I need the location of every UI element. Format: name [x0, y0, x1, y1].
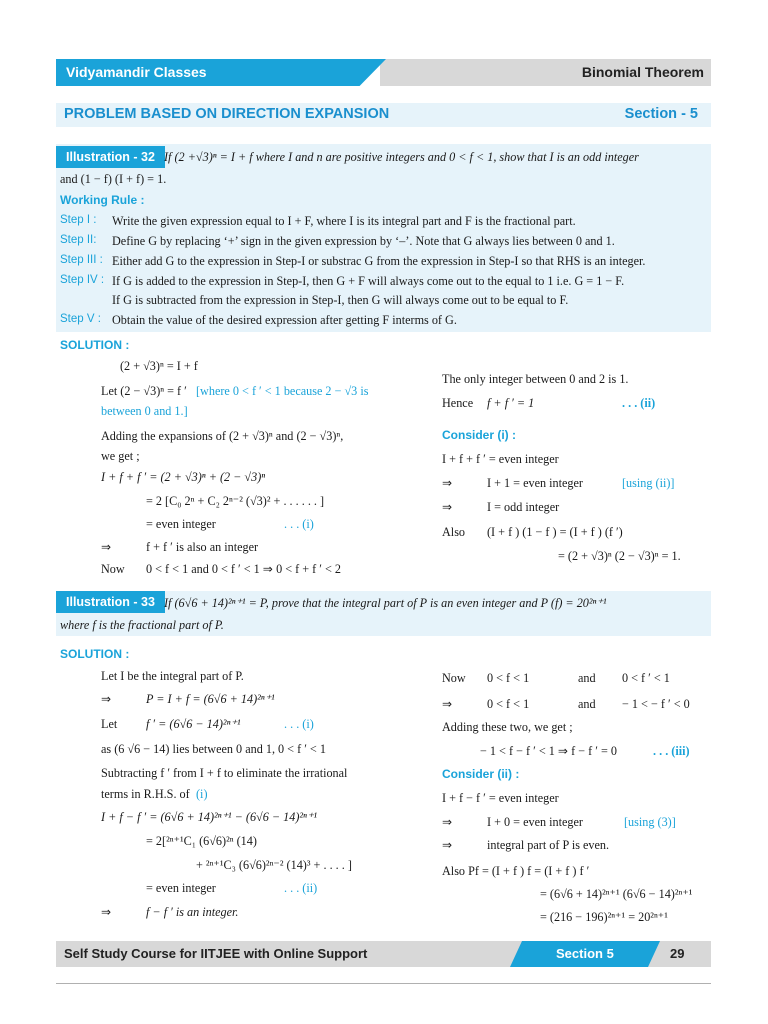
math-line: Hence: [442, 396, 474, 410]
math-note: between 0 and 1.]: [101, 404, 188, 418]
math-line: = even integer: [146, 517, 216, 531]
math-note: [where 0 < f ′ < 1 because 2 − √3 is: [196, 384, 369, 398]
math-line: Also: [442, 525, 466, 539]
math-line: I = odd integer: [487, 500, 560, 514]
math-line: f ′ = (6√6 − 14)²ⁿ⁺¹: [146, 717, 241, 731]
math-line: Adding these two, we get ;: [442, 720, 573, 734]
math-line: = 2 [C₀ 2ⁿ + C₂ 2ⁿ⁻² (√3)² + . . . . . . ]: [146, 494, 325, 508]
step-text: Define G by replacing ‘+’ sign in the given expression by ‘–’. Note that G always lies between 0 and 1.: [112, 234, 615, 248]
math-line: 0 < f < 1 and 0 < f ′ < 1 ⇒ 0 < f + f ′ < 2: [146, 562, 341, 576]
equation-tag: . . . (ii): [622, 396, 656, 410]
footer-section: Section 5: [556, 946, 614, 961]
implies-symbol: ⇒: [101, 540, 112, 554]
math-line: integral part of P is even.: [487, 838, 610, 852]
implies-symbol: ⇒: [101, 905, 112, 919]
consider-label: Consider (i) :: [442, 428, 516, 442]
footer-course: Self Study Course for IITJEE with Online Support: [64, 946, 368, 961]
math-line: − 1 < − f ′ < 0: [622, 697, 690, 711]
implies-symbol: ⇒: [442, 697, 453, 711]
illustration-33-tag: Illustration - 33: [56, 591, 165, 613]
math-line: P = I + f = (6√6 + 14)²ⁿ⁺¹: [146, 692, 275, 706]
section-title: PROBLEM BASED ON DIRECTION EXPANSION: [64, 106, 390, 122]
implies-symbol: ⇒: [442, 815, 453, 829]
footer-rule: [56, 983, 711, 984]
math-line: and: [578, 671, 596, 685]
step-label: Step IV :: [60, 274, 105, 286]
math-line: f + f ′ = 1: [487, 396, 535, 410]
equation-ref: (i): [196, 787, 208, 801]
math-line: f + f ′ is also an integer: [146, 540, 259, 554]
step-label: Step III :: [60, 254, 103, 266]
equation-tag: . . . (i): [284, 517, 314, 531]
math-line: The only integer between 0 and 2 is 1.: [442, 372, 629, 386]
math-line: f − f ′ is an integer.: [146, 905, 239, 919]
math-line: I + 0 = even integer: [487, 815, 583, 829]
implies-symbol: ⇒: [442, 476, 453, 490]
consider-label: Consider (ii) :: [442, 767, 520, 781]
math-line: I + f + f ′ = even integer: [442, 452, 559, 466]
step-label: Step I :: [60, 214, 97, 226]
illustration-33-question: If (6√6 + 14)²ⁿ⁺¹ = P, prove that the integral part of P is an even integer and P (f) = 20²ⁿ⁺¹: [164, 596, 607, 610]
math-line: I + f − f ′ = even integer: [442, 791, 559, 805]
math-line: Subtracting f ′ from I + f to eliminate the irrational: [101, 766, 348, 780]
step-text: Obtain the value of the desired expression after getting F interms of G.: [112, 313, 457, 327]
institute-name: Vidyamandir Classes: [66, 64, 207, 80]
math-line: Also Pf = (I + f ) f = (I + f ) f ′: [442, 864, 590, 878]
illustration-32-question: If (2 +√3)ⁿ = I + f where I and n are positive integers and 0 < f < 1, show that I is an odd integer: [164, 150, 639, 164]
illustration-32-question-cont: and (1 − f) (I + f) = 1.: [60, 172, 167, 186]
math-line: Let (2 − √3)ⁿ = f ′: [101, 384, 187, 398]
math-line: we get ;: [101, 449, 140, 463]
math-line: = even integer: [146, 881, 216, 895]
solution-label: SOLUTION :: [60, 338, 130, 352]
math-line: = (216 − 196)²ⁿ⁺¹ = 20²ⁿ⁺¹: [540, 910, 668, 924]
equation-tag: . . . (ii): [284, 881, 318, 895]
section-label: Section - 5: [624, 106, 698, 122]
chapter-title: Binomial Theorem: [581, 64, 704, 80]
math-line: Now: [101, 562, 125, 576]
math-note: [using (3)]: [624, 815, 676, 829]
working-rule-label: Working Rule :: [60, 193, 145, 207]
math-line: + ²ⁿ⁺¹C₃ (6√6)²ⁿ⁻² (14)³ + . . . . ]: [196, 858, 352, 872]
step-text: Write the given expression equal to I + F, where I is its integral part and F is the fractional part.: [112, 214, 576, 228]
step-label: Step II:: [60, 234, 97, 246]
math-line: Let I be the integral part of P.: [101, 669, 244, 683]
step-text: Either add G to the expression in Step-I or substrac G from the expression in Step-I so that RHS is an integer.: [112, 254, 646, 268]
math-line: I + f + f ′ = (2 + √3)ⁿ + (2 − √3)ⁿ: [101, 470, 266, 484]
math-line: 0 < f < 1: [487, 697, 530, 711]
math-line: and: [578, 697, 596, 711]
math-line: I + f − f ′ = (6√6 + 14)²ⁿ⁺¹ − (6√6 − 14)²ⁿ⁺¹: [101, 810, 317, 824]
math-line: terms in R.H.S. of: [101, 787, 190, 801]
implies-symbol: ⇒: [442, 838, 453, 852]
math-note: [using (ii)]: [622, 476, 675, 490]
implies-symbol: ⇒: [101, 692, 112, 706]
illustration-32-tag: Illustration - 32: [56, 146, 165, 168]
step-text: If G is added to the expression in Step-I, then G + F will always come out to the equal to 1 i.e. G = 1 − F.: [112, 274, 625, 288]
equation-tag: . . . (i): [284, 717, 314, 731]
math-line: = (6√6 + 14)²ⁿ⁺¹ (6√6 − 14)²ⁿ⁺¹: [540, 887, 693, 901]
math-line: Let: [101, 717, 118, 731]
math-line: = 2[²ⁿ⁺¹C₁ (6√6)²ⁿ (14): [146, 834, 257, 848]
math-line: Now: [442, 671, 466, 685]
math-line: I + 1 = even integer: [487, 476, 583, 490]
math-line: as (6 √6 − 14) lies between 0 and 1, 0 < f ′ < 1: [101, 742, 326, 756]
math-line: 0 < f < 1: [487, 671, 530, 685]
math-line: = (2 + √3)ⁿ (2 − √3)ⁿ = 1.: [558, 549, 681, 563]
page-number: 29: [670, 946, 685, 961]
equation-tag: . . . (iii): [653, 744, 690, 758]
math-line: (2 + √3)ⁿ = I + f: [120, 359, 198, 373]
math-line: 0 < f ′ < 1: [622, 671, 670, 685]
math-line: − 1 < f − f ′ < 1 ⇒ f − f ′ = 0: [480, 744, 618, 758]
step-text: If G is subtracted from the expression in Step-I, then G will always come out to be equal to F.: [112, 293, 569, 307]
illustration-33-question-cont: where f is the fractional part of P.: [60, 618, 224, 632]
math-line: (I + f ) (1 − f ) = (I + f ) (f ′): [487, 525, 623, 539]
step-label: Step V :: [60, 313, 101, 325]
math-line: Adding the expansions of (2 + √3)ⁿ and (2 − √3)ⁿ,: [101, 429, 344, 443]
implies-symbol: ⇒: [442, 500, 453, 514]
solution-label: SOLUTION :: [60, 647, 130, 661]
